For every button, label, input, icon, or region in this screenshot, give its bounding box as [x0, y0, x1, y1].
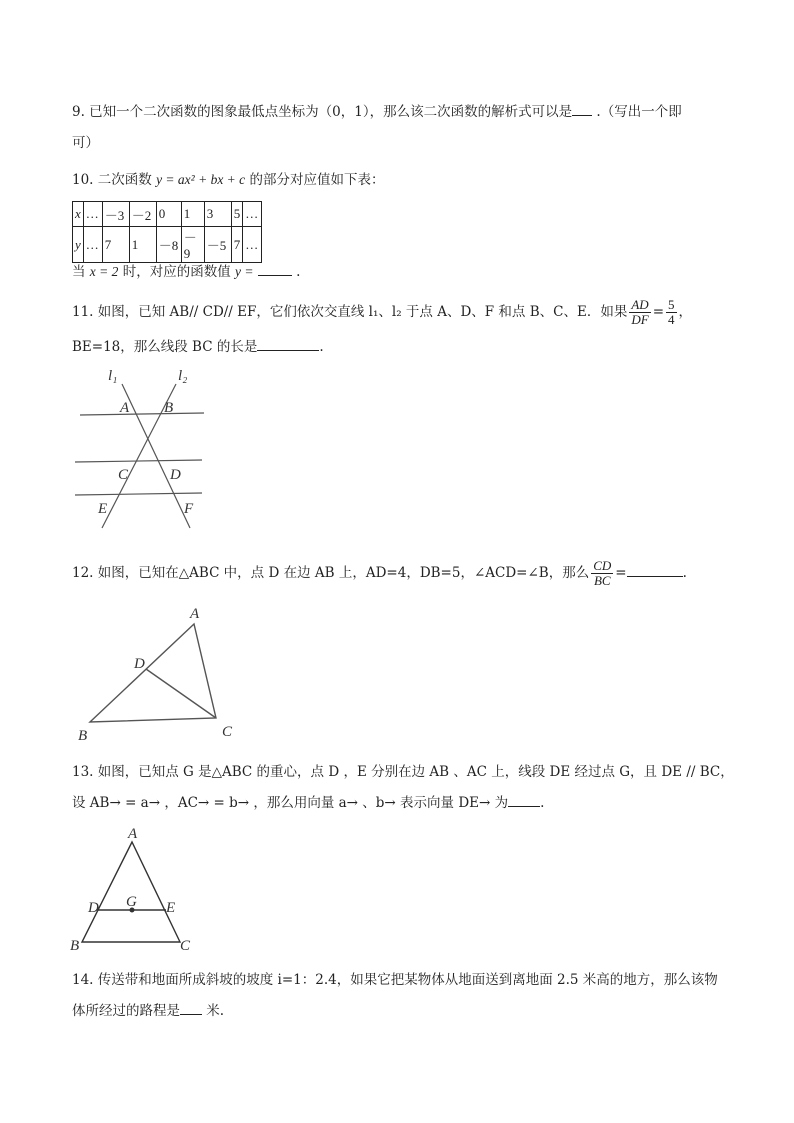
fraction-ad-df [629, 298, 650, 327]
question-10-intro-pre: 10. 二次函数 [72, 172, 157, 188]
figure-13-triangle-centroid [66, 826, 196, 956]
fraction-numerator: AD [631, 297, 649, 312]
line-cd [75, 460, 202, 462]
label-e: E [166, 900, 176, 916]
table-row-x [73, 202, 262, 227]
label-c: C [180, 938, 191, 954]
question-11-end: . [319, 339, 324, 355]
question-10-end: . [291, 264, 301, 280]
question-10-x: x = 2 [89, 264, 119, 279]
table-cell: 1 [129, 227, 156, 263]
label-e: E [98, 501, 108, 517]
label-g: G [126, 894, 137, 910]
fraction-five-fourths [666, 298, 677, 327]
question-11-line1-end: ， [678, 304, 692, 320]
question-11-text-2: BE=18，那么线段 BC 的长是 [72, 339, 258, 355]
line-ab [80, 413, 204, 415]
table-cell: 7 [231, 227, 243, 263]
value-table [72, 201, 262, 263]
label-a: A [120, 400, 130, 416]
question-11-text: 11. 如图，已知 AB// CD// EF，它们依次交直线 l₁、l₂ 于点 A、D、F 和点 B、C、E．如果 [72, 304, 628, 320]
question-10-question [72, 262, 300, 282]
table-cell: －8 [156, 227, 181, 263]
figure-12-triangle [72, 598, 242, 748]
label-b: B [78, 728, 88, 744]
question-13-line-1: 13. 如图，已知点 G 是△ABC 的重心，点 D ，E 分别在边 AB 、AC 上，线段 DE 经过点 G，且 DE // BC， [72, 764, 734, 780]
question-9-line-1 [72, 102, 682, 122]
label-d: D [134, 656, 145, 672]
question-14-line-1: 14. 传送带和地面所成斜坡的坡度 i=1：2.4，如果它把某物体从地面送到离地面 2.5 米高的地方，那么该物 [72, 972, 718, 988]
question-12-end: . [682, 565, 687, 581]
table-cell: … [243, 202, 262, 227]
table-cell: －3 [102, 202, 129, 227]
answer-blank-10[interactable] [258, 262, 292, 276]
triangle-abc [90, 624, 216, 722]
fraction-cd-bc [591, 559, 613, 588]
label-f: F [184, 501, 194, 517]
label-a: A [128, 826, 138, 842]
equals-sign: = [652, 304, 664, 320]
question-11-line-2 [72, 337, 324, 357]
question-10-intro-post: 的部分对应值如下表： [245, 172, 385, 188]
question-12-line [72, 559, 687, 588]
fraction-denominator: DF [631, 312, 649, 327]
question-10-intro [72, 170, 384, 190]
table-row-y [73, 227, 262, 263]
equals-sign: = [615, 565, 627, 581]
question-13-text-2: 设 AB→ = a→ ，AC→ = b→ ，那么用向量 a→ 、b→ 表示向量 DE→ 为 [72, 795, 509, 811]
label-l1: l₁ [108, 368, 118, 384]
answer-blank-9[interactable] [572, 102, 592, 116]
table-cell: … [83, 227, 102, 263]
table-cell: 5 [231, 202, 243, 227]
answer-blank-12[interactable] [627, 563, 683, 577]
table-cell: 3 [204, 202, 231, 227]
question-9-tail: .（写出一个即 [592, 104, 682, 120]
segment-cd [146, 669, 216, 718]
label-c: C [118, 467, 129, 483]
question-11-line-1 [72, 298, 692, 327]
question-10-pre: 当 [72, 264, 90, 280]
question-10-y: y = [235, 264, 254, 279]
question-14-text-2: 体所经过的路程是 [72, 1003, 180, 1019]
label-l2: l₂ [178, 368, 188, 384]
line-l1 [122, 384, 190, 528]
question-9-text: 9. 已知一个二次函数的图象最低点坐标为（0，1），那么该二次函数的解析式可以是 [72, 104, 573, 120]
question-9-line-2: 可） [72, 135, 99, 151]
label-c: C [222, 724, 233, 740]
table-cell: 1 [181, 202, 204, 227]
question-13-end: . [540, 795, 545, 811]
triangle-abc [82, 842, 180, 942]
table-cell: 7 [102, 227, 129, 263]
fraction-denominator: BC [593, 573, 611, 588]
table-cell: … [243, 227, 262, 263]
quadratic-formula: y = ax² + bx + c [156, 172, 246, 187]
label-d: D [88, 900, 99, 916]
answer-blank-14[interactable] [180, 1001, 202, 1015]
question-10-mid: 时，对应的函数值 [118, 264, 235, 280]
figure-11-parallel-lines [72, 366, 222, 536]
table-cell: 0 [156, 202, 181, 227]
table-cell: y [73, 227, 84, 263]
label-b: B [70, 938, 80, 954]
fraction-denominator: 4 [668, 312, 675, 327]
answer-blank-13[interactable] [508, 793, 540, 807]
table-cell: x [73, 202, 84, 227]
fraction-numerator: 5 [668, 297, 675, 312]
question-12-text: 12. 如图，已知在△ABC 中，点 D 在边 AB 上，AD=4，DB=5，∠ACD=∠B，那么 [72, 565, 590, 581]
label-a: A [190, 606, 200, 622]
table-cell: －2 [129, 202, 156, 227]
question-14-end: 米. [202, 1003, 225, 1019]
question-14-line-2 [72, 1001, 224, 1021]
fraction-numerator: CD [593, 558, 612, 573]
table-cell: … [83, 202, 102, 227]
label-d: D [170, 467, 181, 483]
answer-blank-11[interactable] [257, 337, 319, 351]
label-b: B [164, 400, 174, 416]
table-cell: －9 [181, 227, 204, 263]
line-ef [75, 493, 202, 495]
table-cell: －5 [204, 227, 231, 263]
question-13-line-2 [72, 793, 544, 813]
